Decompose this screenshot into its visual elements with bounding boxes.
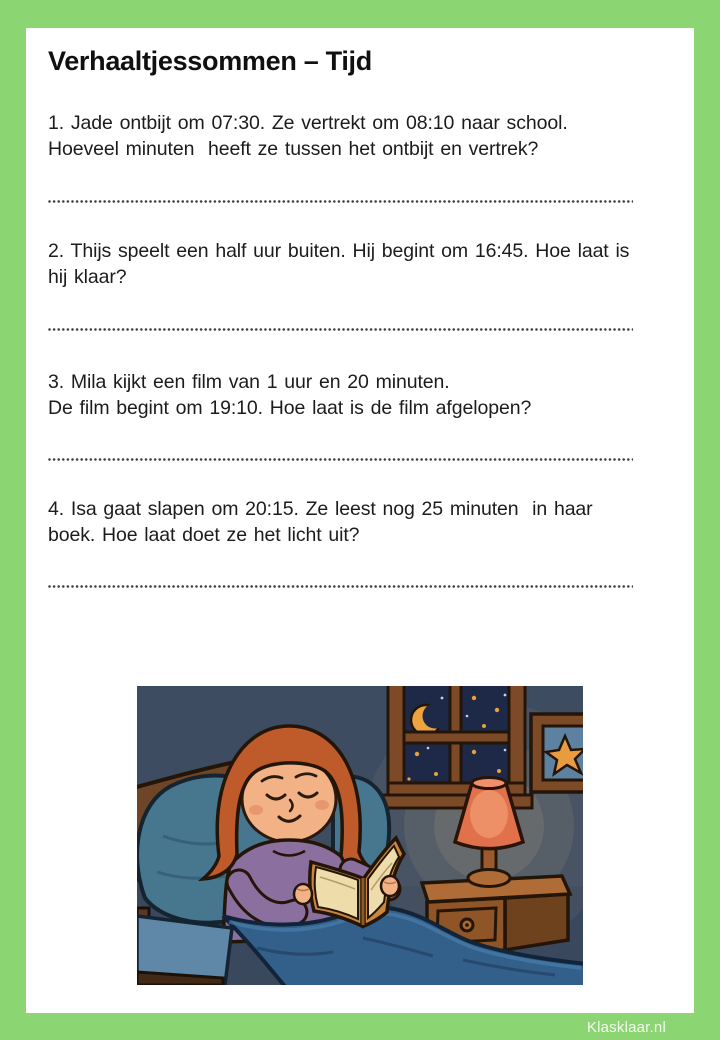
question-3-line-1: 3. Mila kijkt een film van 1 uur en 20 minuten. [48, 371, 450, 393]
answer-line-3 [48, 458, 633, 461]
question-4-line-1: 4. Isa gaat slapen om 20:15. Ze leest nog 25 minuten in haar [48, 498, 593, 520]
question-2 [48, 238, 629, 290]
brand-label: Klasklaar.nl [586, 1019, 666, 1036]
hand [294, 884, 312, 904]
lamp-base [468, 870, 510, 887]
question-1 [48, 110, 568, 162]
picture-frame [531, 714, 583, 792]
question-4 [48, 496, 593, 548]
bedtime-illustration [137, 686, 583, 985]
answer-line-2 [48, 328, 633, 331]
hand [381, 876, 399, 896]
question-1-line-2: Hoeveel minuten heeft ze tussen het ontbijt en vertrek? [48, 138, 539, 160]
question-2-line-1: 2. Thijs speelt een half uur buiten. Hij begint om 16:45. Hoe laat is [48, 240, 630, 262]
answer-line-1 [48, 200, 633, 203]
question-1-line-1: 1. Jade ontbijt om 07:30. Ze vertrekt om 08:10 naar school. [48, 112, 568, 134]
question-2-line-2: hij klaar? [48, 266, 127, 288]
answer-line-4 [48, 585, 633, 588]
worksheet-title: Verhaaltjessommen – Tijd [48, 46, 372, 76]
question-3-line-2: De film begint om 19:10. Hoe laat is de film afgelopen? [48, 397, 532, 419]
question-3 [48, 369, 531, 421]
question-4-line-2: boek. Hoe laat doet ze het licht uit? [48, 524, 360, 546]
